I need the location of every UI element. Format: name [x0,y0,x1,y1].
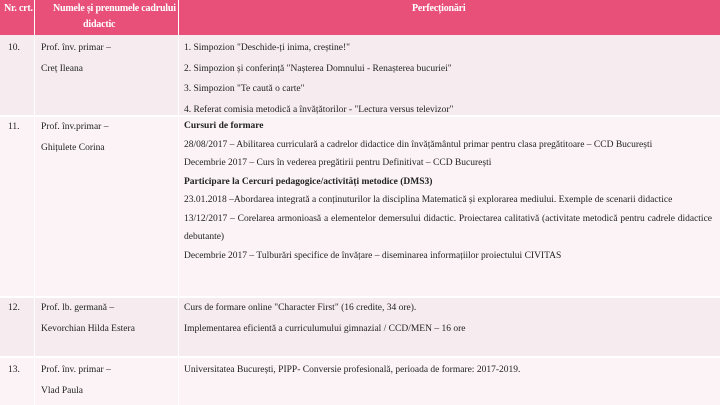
header-name-line2: didactic [83,19,116,30]
training-list [184,360,520,381]
training-list [184,38,453,120]
training-item: 28/08/2017 – Abilitarea curriculară a cadrelor didactice din învățământul primar pentru clasa pregătitoare – CCD București [184,139,653,150]
teacher-name: Prof. înv.primar – Ghițulete Corina [41,122,109,153]
table-row [0,298,720,357]
training-list [184,298,465,339]
training-item: 2. Simpozion și conferință "Nașterea Domnului - Renașterea bucuriei" [184,63,452,74]
training-item: 1. Simpozion "Deschide-ți inima, creștine!" [184,43,351,53]
column-divider [34,35,35,405]
table-header [0,0,720,35]
table-row [0,117,720,297]
header-divider [178,0,179,35]
header-nr: Nr. crt. [4,3,33,14]
training-item: Curs de formare online "Character First" (16 credite, 34 ore). [184,303,417,313]
teacher-name: Prof. lb. germană – Kevorchian Hilda Estera [41,303,135,334]
row-number: 12. [8,303,20,313]
teacher-name: Prof. înv. primar – Creț Ileana [41,43,111,74]
teacher-name: Prof. înv. primar – Vlad Paula [41,365,111,396]
training-item: 3. Simpozion "Te caută o carte" [184,84,305,94]
row-number: 13. [8,365,20,375]
header-divider [34,0,35,35]
training-item: Universitatea București, PIPP- Conversie profesională, perioada de formare: 2017-2019. [184,365,521,375]
row-number: 10. [8,43,20,53]
header-perf: Perfecționări [412,3,466,14]
table-row [0,358,720,405]
header-name-line1: Numele și prenumele cadrului [53,3,176,14]
training-item: 4. Referat comisia metodică a învățătorilor - "Lectura versus televizor" [184,104,454,115]
section-heading: Participare la Cercuri pedagogice/activități metodice (DMS3) [184,176,433,187]
training-item: Decembrie 2017 – Curs în vederea pregătirii pentru Definitivat – CCD București [184,158,492,168]
training-item: Implementarea eficientă a curriculumului gimnazial / CCD/MEN – 16 ore [184,323,466,334]
training-item: 23.01.2018 –Abordarea integrată a conținuturilor la disciplina Matematică și explorarea mediului. Exemple de scenarii didactice [184,195,673,205]
training-list [184,117,712,265]
training-item: 13/12/2017 – Corelarea armonioasă a elementelor demersului didactic. Proiectarea calitativă (activitate metodică pentru cadrele didactice debutante) [184,213,712,242]
row-number: 11. [8,122,20,132]
column-divider [178,35,179,405]
training-item: Decembrie 2017 – Tulburări specifice de învățare – diseminarea informațiilor proiectului CIVITAS [184,250,562,261]
section-heading: Cursuri de formare [184,121,264,131]
table-row [0,35,720,116]
